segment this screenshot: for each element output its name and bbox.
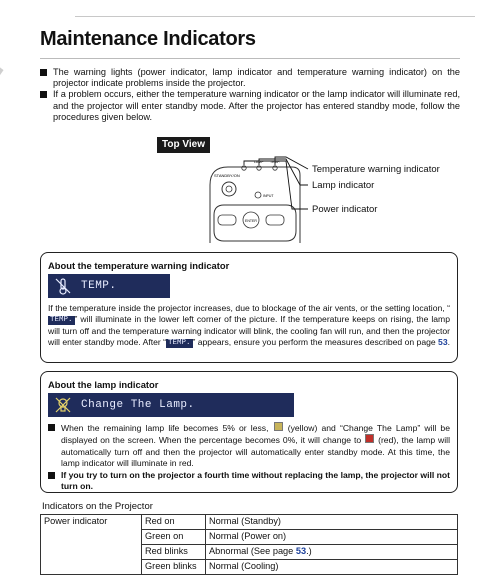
indicators-table — [40, 514, 458, 575]
page-title: Maintenance Indicators — [40, 28, 256, 50]
table-group-cell: Power indicator — [41, 515, 142, 575]
temp-osd-text: TEMP. — [81, 280, 117, 292]
intro-bullet: The warning lights (power indicator, lamp indicator and temperature warning indicator) on the projector indicate problems inside the projector. — [40, 67, 460, 89]
standby-label: STANDBY/ON — [214, 173, 240, 178]
lamp-box-title: About the lamp indicator — [48, 379, 159, 390]
power-indicator-light — [242, 166, 246, 170]
lamp-bullet-warning: If you try to turn on the projector a fourth time without replacing the lamp, the projector will not turn on. — [48, 470, 450, 493]
bullet-square-icon — [48, 472, 55, 479]
top-view-label: Top View — [157, 137, 210, 153]
state-cell: Red blinks — [142, 545, 206, 560]
temp-indicator-light — [273, 166, 277, 170]
state-cell: Red on — [142, 515, 206, 530]
meaning-cell: Normal (Power on) — [206, 530, 458, 545]
temp-chip: TEMP. — [50, 316, 73, 325]
state-cell: Green on — [142, 530, 206, 545]
state-cell: Green blinks — [142, 560, 206, 575]
left-arrow-button[interactable] — [218, 215, 236, 225]
header-rule — [75, 16, 475, 17]
meaning-cell: Abnormal (See page 53.) — [206, 545, 458, 560]
lamp-indicator-light — [257, 166, 261, 170]
table-row — [41, 515, 458, 530]
red-lamp-icon — [365, 434, 374, 443]
temperature-warning-box — [40, 252, 458, 363]
callout-lamp-indicator: Lamp indicator — [312, 180, 375, 191]
top-view-diagram — [200, 155, 500, 245]
power-icon — [226, 186, 232, 192]
lamp-label: LAMP — [254, 160, 264, 164]
lamp-bullet: When the remaining lamp life becomes 5% or less, (yellow) and “Change The Lamp” will be displayed on the screen. When the percentage becomes 0%, it will change to (red), the lamp will automatically turn off and then the projector will automatically enter standby mode. At this time, the lamp indicator will illuminate in red. — [48, 422, 450, 470]
title-divider — [40, 58, 460, 59]
temp-chip: TEMP. — [167, 339, 191, 348]
power-button[interactable] — [222, 182, 236, 196]
thermometer-icon — [54, 277, 72, 295]
temp-label: TEMP. — [270, 160, 281, 164]
meaning-cell: Normal (Cooling) — [206, 560, 458, 575]
page-reference-link[interactable]: 53 — [438, 337, 448, 348]
temperature-box-body: If the temperature inside the projector increases, due to blockage of the air vents, or the setting location, “TEMP. ” will illuminate in the lower left corner of the picture. If the temperature keeps on rising, the lamp will turn off and the temperature warning indicator will blink, the cooling fan will run, and then the projector will enter standby mode. After “ TEMP. ” appears, ensure you perform the measures described on page 53. — [48, 303, 450, 348]
intro-bullet: If a problem occurs, either the temperature warning indicator or the lamp indicator will illuminate red, and the projector will enter standby mode. After the projector has entered standby mode, follow the procedures given below. — [40, 89, 460, 123]
meaning-cell: Normal (Standby) — [206, 515, 458, 530]
temperature-box-title: About the temperature warning indicator — [48, 260, 230, 271]
temp-osd-banner — [48, 274, 170, 298]
callout-temperature-warning: Temperature warning indicator — [312, 164, 440, 175]
lamp-box-body — [48, 422, 450, 492]
table-caption: Indicators on the Projector — [42, 501, 153, 512]
lamp-warning-icon — [54, 396, 72, 414]
lamp-osd-text: Change The Lamp. — [81, 399, 195, 411]
right-arrow-button[interactable] — [266, 215, 284, 225]
intro-section — [40, 67, 460, 123]
page-reference-link[interactable]: 53 — [295, 546, 307, 556]
bullet-square-icon — [48, 424, 55, 431]
input-button[interactable] — [255, 192, 261, 198]
callout-power-indicator: Power indicator — [312, 204, 378, 215]
bullet-square-icon — [40, 69, 47, 76]
enter-label: ENTER — [245, 219, 257, 223]
lamp-osd-banner — [48, 393, 294, 417]
lamp-indicator-box — [40, 371, 458, 493]
yellow-lamp-icon — [274, 422, 283, 431]
bullet-square-icon — [40, 91, 47, 98]
input-label: INPUT — [263, 194, 274, 198]
